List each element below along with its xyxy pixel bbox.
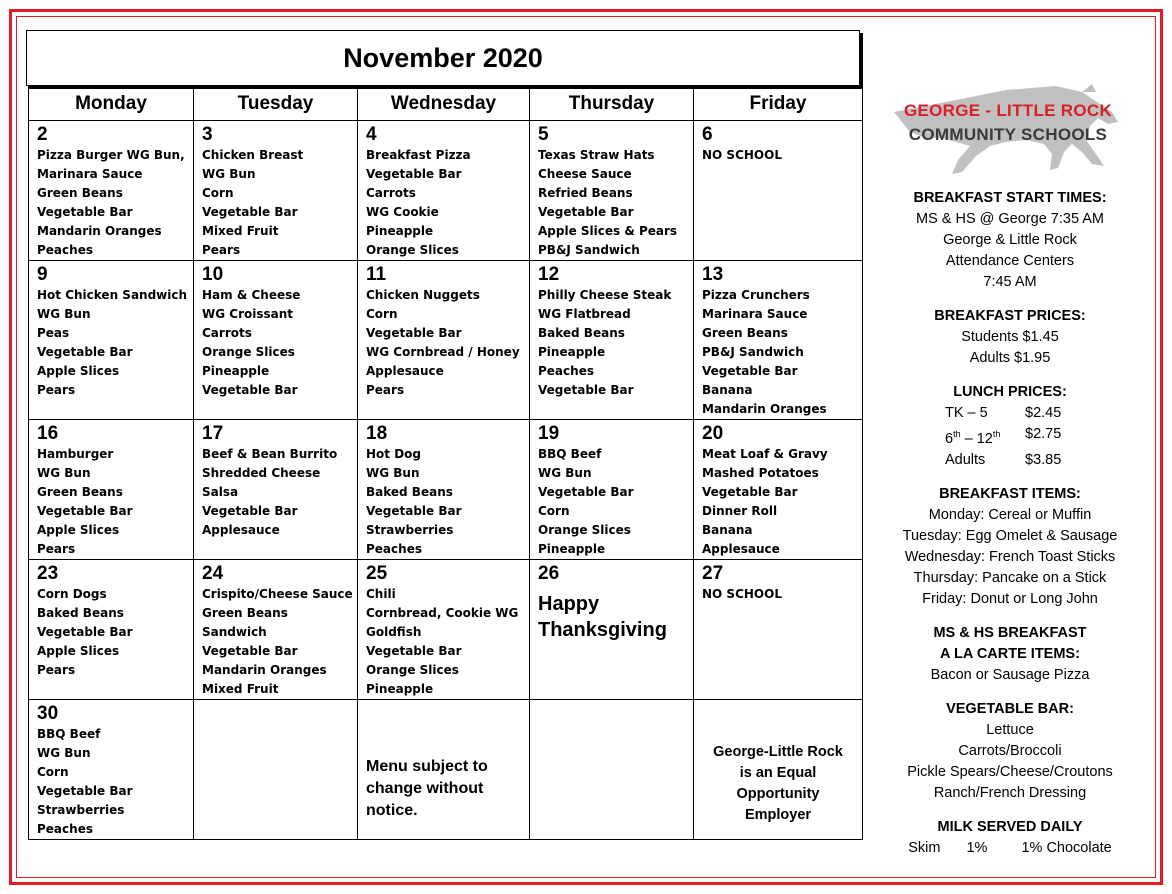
menu-item: Applesauce — [202, 523, 280, 537]
menu-item: WG Bun — [37, 307, 91, 321]
eeo-line: Employer — [744, 807, 812, 823]
eeo-line: George-Little Rock — [713, 744, 843, 760]
info-line: Attendance Centers — [945, 253, 1075, 269]
day-cell — [358, 121, 530, 261]
breakfast-items-heading: BREAKFAST ITEMS: — [939, 485, 1081, 502]
weekday-header: Tuesday — [194, 87, 358, 121]
menu-item: Corn — [366, 307, 398, 321]
menu-item: Texas Straw Hats — [538, 148, 655, 162]
menu-item: Corn — [202, 186, 234, 200]
day-cell — [29, 700, 194, 840]
info-line: MS & HS @ George 7:35 AM — [916, 211, 1104, 227]
info-line: Students $1.45 — [961, 329, 1059, 345]
menu-item: Vegetable Bar — [538, 205, 634, 219]
menu-item: Strawberries — [37, 803, 125, 817]
menu-item: BBQ Beef — [538, 447, 602, 461]
grade-label: TK – 5 — [945, 405, 988, 421]
menu-item: Vegetable Bar — [202, 205, 298, 219]
menu-item: Vegetable Bar — [202, 504, 298, 518]
menu-item: WG Croissant — [202, 307, 294, 321]
menu-item: Baked Beans — [37, 606, 124, 620]
day-cell — [29, 261, 194, 420]
day-number: 25 — [366, 563, 388, 584]
day-number: 4 — [366, 124, 377, 145]
day-number: 24 — [202, 563, 224, 584]
day-number: 2 — [37, 124, 48, 145]
menu-item: Cornbread, Cookie WG — [366, 606, 519, 620]
day-cell — [694, 121, 863, 261]
menu-item: WG Bun — [202, 167, 256, 181]
menu-item: Banana — [702, 383, 753, 397]
grade-label: Adults — [945, 451, 986, 468]
menu-item: Vegetable Bar — [702, 485, 798, 499]
info-line: 7:45 AM — [983, 274, 1037, 290]
menu-item: Chili — [366, 587, 396, 601]
menu-item: Peaches — [37, 822, 93, 836]
menu-item: Vegetable Bar — [202, 383, 298, 397]
menu-item: Marinara Sauce — [37, 167, 143, 181]
menu-item: WG Flatbread — [538, 307, 631, 321]
day-cell — [194, 261, 358, 420]
notice-cell — [358, 700, 530, 840]
eeo-cell — [694, 700, 863, 840]
info-line: Carrots/Broccoli — [958, 742, 1062, 759]
info-sidebar — [880, 188, 1140, 859]
info-line: Thursday: Pancake on a Stick — [913, 569, 1107, 586]
day-number: 18 — [366, 423, 388, 444]
menu-item: Pears — [37, 663, 76, 677]
menu-item: Applesauce — [366, 364, 444, 378]
info-line: Adults $1.95 — [969, 350, 1051, 366]
weekday-header: Thursday — [530, 87, 694, 121]
day-number: 19 — [538, 423, 560, 444]
week-row — [29, 261, 863, 420]
lunch-price-row — [880, 424, 1140, 450]
menu-item: Green Beans — [702, 326, 788, 340]
menu-item: Pears — [202, 243, 241, 257]
menu-item: Pineapple — [538, 542, 606, 556]
day-number: 11 — [366, 264, 387, 285]
day-cell — [194, 420, 358, 560]
menu-item: Refried Beans — [538, 186, 633, 200]
menu-item: Vegetable Bar — [538, 383, 634, 397]
menu-item: Peaches — [538, 364, 594, 378]
menu-item: Orange Slices — [366, 663, 459, 677]
menu-item: Green Beans — [37, 485, 123, 499]
day-cell — [530, 560, 694, 700]
menu-item: Peaches — [366, 542, 422, 556]
breakfast-prices-heading: BREAKFAST PRICES: — [934, 308, 1086, 324]
menu-item: Vegetable Bar — [202, 644, 298, 658]
milk-option: 1% Chocolate — [1021, 839, 1112, 856]
day-cell — [694, 261, 863, 420]
ala-carte-heading: MS & HS BREAKFAST — [933, 624, 1087, 641]
menu-item: Vegetable Bar — [37, 784, 133, 798]
menu-item: Corn — [538, 504, 570, 518]
menu-item: Chicken Breast — [202, 148, 304, 162]
day-cell — [530, 420, 694, 560]
menu-item: WG Bun — [37, 466, 91, 480]
menu-item: WG Bun — [37, 746, 91, 760]
menu-item: Sandwich — [202, 625, 267, 639]
day-number: 16 — [37, 423, 59, 444]
notice-line: change without — [366, 780, 484, 797]
eeo-line: Opportunity — [736, 786, 820, 802]
menu-item: Pizza Burger WG Bun, — [37, 148, 185, 162]
breakfast-times-heading: BREAKFAST START TIMES: — [913, 190, 1107, 206]
menu-item: Cheese Sauce — [538, 167, 632, 181]
price-value: $3.85 — [1025, 451, 1062, 468]
weekday-header: Wednesday — [358, 87, 530, 121]
menu-item: Ham & Cheese — [202, 288, 301, 302]
menu-item: Apple Slices — [37, 644, 120, 658]
menu-item: Pears — [37, 542, 76, 556]
day-cell — [29, 121, 194, 261]
menu-item: Breakfast Pizza — [366, 148, 471, 162]
day-cell — [694, 420, 863, 560]
menu-item: Philly Cheese Steak — [538, 288, 672, 302]
menu-item: Dinner Roll — [702, 504, 778, 518]
lunch-price-row — [880, 450, 1140, 471]
menu-item: Orange Slices — [538, 523, 631, 537]
menu-item: Orange Slices — [366, 243, 459, 257]
info-line: Lettuce — [986, 721, 1034, 738]
menu-item: Baked Beans — [366, 485, 453, 499]
price-value: $2.75 — [1025, 426, 1062, 442]
menu-item: WG Bun — [538, 466, 592, 480]
weekday-header: Friday — [694, 87, 863, 121]
notice-line: notice. — [366, 802, 418, 819]
info-line: Bacon or Sausage Pizza — [930, 666, 1090, 683]
menu-item: Green Beans — [202, 606, 288, 620]
menu-item: Green Beans — [37, 186, 123, 200]
menu-item: Vegetable Bar — [366, 644, 462, 658]
day-number: 5 — [538, 124, 549, 145]
logo-line-2: COMMUNITY SCHOOLS — [908, 125, 1108, 144]
week-row — [29, 121, 863, 261]
menu-item: Marinara Sauce — [702, 307, 808, 321]
menu-item: BBQ Beef — [37, 727, 101, 741]
menu-item: Pears — [37, 383, 76, 397]
menu-item: Vegetable Bar — [366, 167, 462, 181]
info-line: Monday: Cereal or Muffin — [928, 506, 1092, 523]
menu-item: WG Bun — [366, 466, 420, 480]
menu-item: Vegetable Bar — [37, 205, 133, 219]
eeo-line: is an Equal — [739, 765, 817, 781]
info-line: Friday: Donut or Long John — [922, 590, 1098, 607]
menu-item: WG Cookie — [366, 205, 439, 219]
day-number: 27 — [702, 563, 724, 584]
day-cell — [694, 560, 863, 700]
menu-calendar — [28, 86, 863, 840]
info-line: George & Little Rock — [943, 232, 1077, 248]
menu-item: NO SCHOOL — [702, 148, 782, 162]
info-line: Ranch/French Dressing — [933, 784, 1087, 801]
menu-item: WG Cornbread / Honey — [366, 345, 520, 359]
menu-item: Strawberries — [366, 523, 454, 537]
menu-item: Chicken Nuggets — [366, 288, 480, 302]
day-cell — [194, 121, 358, 261]
menu-item: Salsa — [202, 485, 239, 499]
day-number: 10 — [202, 264, 224, 285]
week-row — [29, 560, 863, 700]
milk-option: Skim — [908, 839, 941, 856]
menu-item: Mandarin Oranges — [202, 663, 327, 677]
menu-item: Vegetable Bar — [37, 625, 133, 639]
price-value: $2.45 — [1025, 405, 1062, 421]
week-row — [29, 700, 863, 840]
menu-item: Apple Slices — [37, 364, 120, 378]
day-cell — [358, 560, 530, 700]
milk-options — [880, 838, 1140, 859]
menu-item: Hamburger — [37, 447, 114, 461]
empty-cell — [194, 700, 358, 840]
weekday-header: Monday — [29, 87, 194, 121]
day-cell — [530, 121, 694, 261]
day-cell — [530, 261, 694, 420]
menu-item: Mandarin Oranges — [37, 224, 162, 238]
lunch-prices-heading: LUNCH PRICES: — [953, 384, 1067, 400]
info-line: Wednesday: French Toast Sticks — [904, 548, 1116, 565]
menu-item: Mixed Fruit — [202, 224, 279, 238]
day-cell — [358, 420, 530, 560]
milk-heading: MILK SERVED DAILY — [937, 818, 1083, 835]
holiday-label: Happy — [538, 593, 600, 615]
menu-item: Banana — [702, 523, 753, 537]
day-number: 3 — [202, 124, 213, 145]
menu-item: Goldfish — [366, 625, 422, 639]
menu-item: Pineapple — [538, 345, 606, 359]
menu-item: Shredded Cheese — [202, 466, 321, 480]
day-number: 20 — [702, 423, 724, 444]
menu-item: Corn Dogs — [37, 587, 107, 601]
day-number: 13 — [702, 264, 724, 285]
menu-item: Apple Slices — [37, 523, 120, 537]
menu-item: PB&J Sandwich — [702, 345, 804, 359]
lunch-price-row — [880, 403, 1140, 424]
info-line: Tuesday: Egg Omelet & Sausage — [902, 527, 1118, 544]
day-number: 17 — [202, 423, 224, 444]
menu-item: Apple Slices & Pears — [538, 224, 678, 238]
menu-item: Vegetable Bar — [37, 345, 133, 359]
day-cell — [29, 420, 194, 560]
menu-item: Mixed Fruit — [202, 682, 279, 696]
menu-item: Crispito/Cheese Sauce — [202, 587, 353, 601]
school-logo — [886, 82, 1130, 192]
milk-option: 1% — [966, 839, 988, 856]
calendar-title: November 2020 — [26, 30, 860, 86]
menu-item: Hot Chicken Sandwich — [37, 288, 188, 302]
ala-carte-heading: A LA CARTE ITEMS: — [940, 645, 1080, 662]
menu-item: Applesauce — [702, 542, 780, 556]
menu-item: Peaches — [37, 243, 93, 257]
menu-item: Vegetable Bar — [538, 485, 634, 499]
menu-item: Vegetable Bar — [37, 504, 133, 518]
day-number: 9 — [37, 264, 48, 285]
menu-item: Pizza Crunchers — [702, 288, 810, 302]
day-number: 26 — [538, 563, 560, 584]
menu-item: Meat Loaf & Gravy — [702, 447, 828, 461]
day-cell — [194, 560, 358, 700]
day-cell — [29, 560, 194, 700]
day-number: 30 — [37, 703, 59, 724]
menu-item: Pineapple — [202, 364, 270, 378]
menu-item: Orange Slices — [202, 345, 295, 359]
menu-item: Corn — [37, 765, 69, 779]
menu-item: Vegetable Bar — [366, 504, 462, 518]
notice-line: Menu subject to — [366, 758, 488, 775]
info-line: Pickle Spears/Cheese/Croutons — [907, 763, 1113, 780]
day-number: 6 — [702, 124, 713, 145]
day-number: 12 — [538, 264, 560, 285]
menu-item: Pears — [366, 383, 405, 397]
menu-item: PB&J Sandwich — [538, 243, 640, 257]
menu-item: Pineapple — [366, 682, 434, 696]
menu-item: Mandarin Oranges — [702, 402, 827, 416]
vegetable-bar-heading: VEGETABLE BAR: — [946, 700, 1074, 717]
menu-item: Hot Dog — [366, 447, 421, 461]
menu-item: Beef & Bean Burrito — [202, 447, 338, 461]
menu-item: Pineapple — [366, 224, 434, 238]
menu-item: NO SCHOOL — [702, 587, 782, 601]
menu-item: Carrots — [366, 186, 416, 200]
menu-item: Baked Beans — [538, 326, 625, 340]
grade-label: 6th – 12th — [945, 429, 1001, 447]
day-cell — [358, 261, 530, 420]
menu-item: Peas — [37, 326, 70, 340]
day-number: 23 — [37, 563, 59, 584]
menu-item: Mashed Potatoes — [702, 466, 819, 480]
menu-item: Vegetable Bar — [702, 364, 798, 378]
weekday-header-row — [29, 87, 863, 121]
week-row — [29, 420, 863, 560]
menu-item: Vegetable Bar — [366, 326, 462, 340]
logo-line-1: GEORGE - LITTLE ROCK — [903, 101, 1113, 120]
menu-item: Carrots — [202, 326, 252, 340]
empty-cell — [530, 700, 694, 840]
holiday-label: Thanksgiving — [538, 619, 667, 641]
